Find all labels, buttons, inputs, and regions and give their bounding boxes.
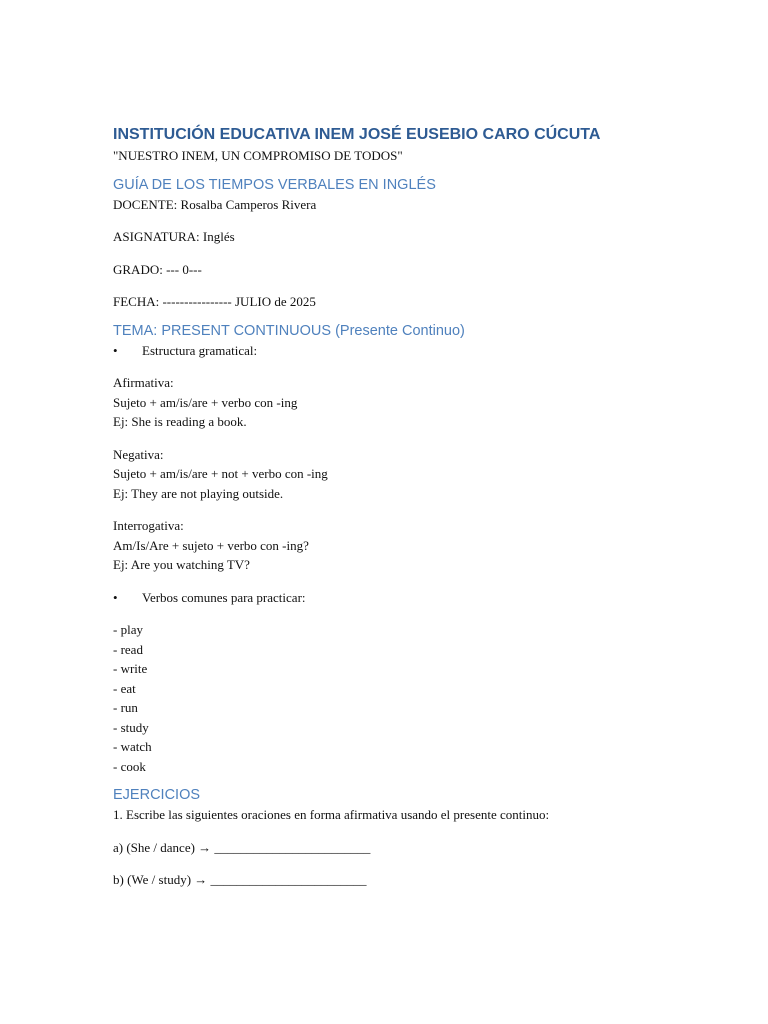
verb-item: - cook (113, 758, 146, 774)
verb-item: - watch (113, 739, 152, 754)
afirmativa-label: Afirmativa: (113, 375, 174, 390)
negativa-label: Negativa: (113, 446, 164, 462)
bullet-verbos (113, 588, 713, 608)
negativa-example: Ej: They are not playing outside. (113, 485, 284, 501)
institution-heading: INSTITUCIÓN EDUCATIVA INEM JOSÉ EUSEBIO CARO CÚCUTA (113, 126, 601, 143)
afirmativa-formula: Sujeto + am/is/are + verbo con -ing (113, 394, 298, 410)
tema-heading: TEMA: PRESENT CONTINUOUS (Presente Continuo) (113, 322, 465, 339)
verb-item: - read (113, 641, 143, 657)
docente-line: DOCENTE: Rosalba Camperos Rivera (113, 196, 317, 212)
verb-item: - study (113, 719, 149, 735)
verb-item: - run (113, 700, 138, 715)
verb-item: - eat (113, 680, 136, 696)
bullet-estructura (113, 341, 713, 361)
verb-item: - play (113, 622, 143, 637)
ejercicios-instruction: 1. Escribe las siguientes oraciones en forma afirmativa usando el presente continuo: (113, 807, 550, 822)
interrogativa-formula: Am/Is/Are + sujeto + verbo con -ing? (113, 537, 309, 553)
fecha-line: FECHA: ---------------- JULIO de 2025 (113, 294, 316, 309)
document-page (113, 124, 713, 890)
bullet-dot: • (113, 342, 118, 358)
bullet-dot: • (113, 589, 118, 605)
motto-text: "NUESTRO INEM, UN COMPROMISO DE TODOS" (113, 148, 403, 163)
interrogativa-example: Ej: Are you watching TV? (113, 557, 250, 572)
negativa-formula: Sujeto + am/is/are + not + verbo con -ing (113, 466, 328, 481)
bullet-estructura-text: Estructura gramatical: (142, 342, 258, 358)
exercise-item-b: b) (We / study) → ________________________ (113, 872, 367, 887)
interrogativa-label: Interrogativa: (113, 518, 184, 533)
afirmativa-example: Ej: She is reading a book. (113, 414, 247, 429)
asignatura-line: ASIGNATURA: Inglés (113, 229, 235, 244)
bullet-verbos-text: Verbos comunes para practicar: (142, 589, 306, 605)
ejercicios-heading: EJERCICIOS (113, 787, 201, 803)
guide-title: GUÍA DE LOS TIEMPOS VERBALES EN INGLÉS (113, 176, 436, 193)
grado-line: GRADO: --- 0--- (113, 261, 202, 277)
exercise-item-a: a) (She / dance) → ________________________ (113, 839, 371, 855)
verb-item: - write (113, 661, 148, 676)
